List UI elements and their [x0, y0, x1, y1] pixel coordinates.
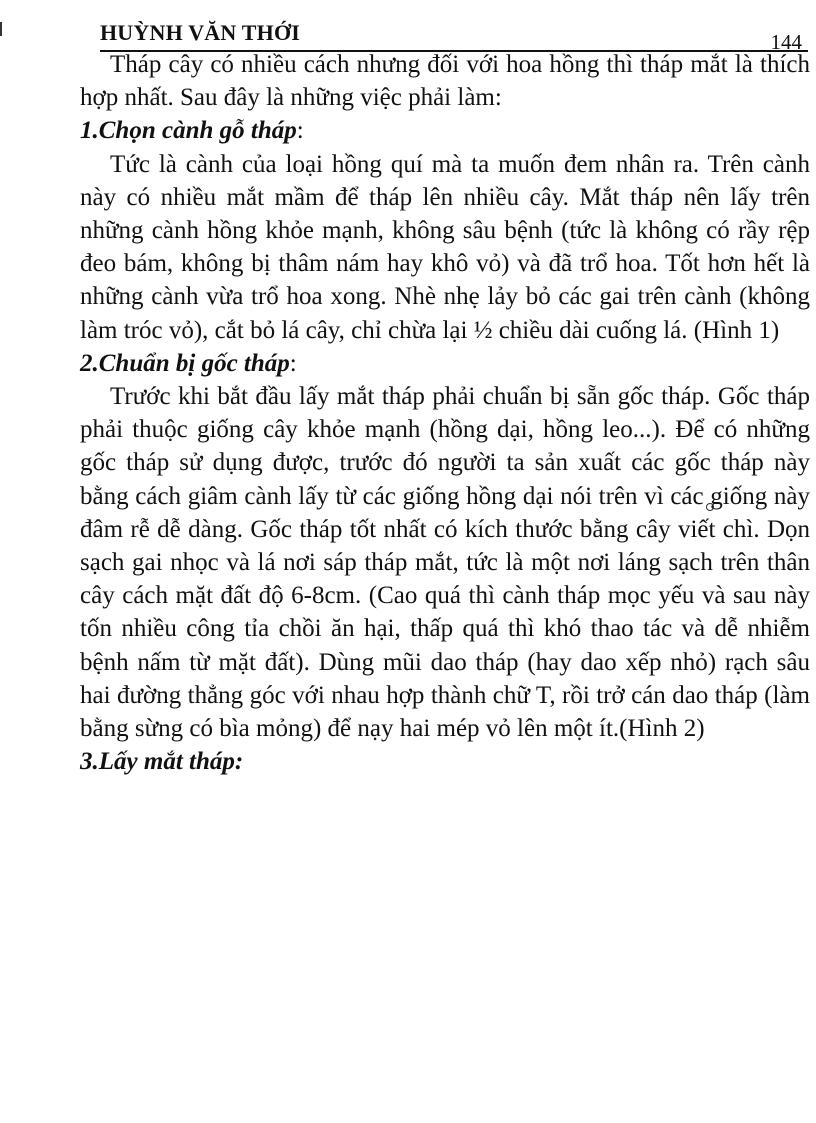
scan-edge-mark: [0, 22, 8, 36]
heading-section-1: [80, 114, 810, 147]
heading-section-1-colon: :: [296, 117, 304, 145]
heading-section-2-text: 2.Chuẩn bị gốc tháp: [80, 349, 290, 377]
paragraph-intro: Tháp cây có nhiều cách nhưng đối với hoa hồng thì tháp mắt là thích hợp nhất. Sau đây là những việc phải làm:: [80, 51, 810, 112]
paragraph-section-2: Trước khi bắt đầu lấy mắt tháp phải chuẩn bị sẵn gốc tháp. Gốc tháp phải thuộc giống cây khỏe mạnh (hồng dại, hồng leo...). Để có những gốc tháp sử dụng được, trước đó người ta sản xuất các gốc tháp này bằng cách giâm cành lấy từ các giống hồng dại nói trên vì các giống này đâm rễ dễ dàng. Gốc tháp tốt nhất có kích thước bằng cây viết chì. Dọn sạch gai nhọc và lá nơi sáp tháp mắt, tức là một nơi láng sạch trên thân cây cách mặt đất độ 6-8cm. (Cao quá thì cành tháp mọc yếu và sau này tốn nhiều công tỉa chồi ăn hại, thấp quá thì khó thao tác và dễ nhiễm bệnh nấm từ mặt đất). Dùng mũi dao tháp (hay dao xếp nhỏ) rạch sâu hai đường thẳng góc với nhau hợp thành chữ T, rồi trở cán dao tháp (làm bằng sừng có bìa mỏng) để nạy hai mép vỏ lên một ít.(Hình 2): [80, 383, 810, 743]
page-body: [80, 48, 810, 778]
running-header: [100, 18, 808, 52]
heading-section-3: 3.Lấy mắt tháp:: [80, 748, 244, 776]
heading-section-2-colon: :: [289, 349, 297, 377]
paragraph-section-1: Tức là cành của loại hồng quí mà ta muốn đem nhân ra. Trên cành này có nhiều mắt mầm để tháp lên nhiều cây. Mắt tháp nên lấy trên những cành hồng khỏe mạnh, không sâu bệnh (tức là không có rầy rệp đeo bám, không bị thâm nám hay khô vỏ) và đã trổ hoa. Tốt hơn hết là những cành vừa trổ hoa xong. Nhè nhẹ lảy bỏ các gai trên cành (không làm tróc vỏ), cắt bỏ lá cây, chỉ chừa lại ½ chiều dài cuống lá. (Hình 1): [80, 150, 810, 344]
heading-section-2: [80, 347, 810, 380]
page-number: 144: [770, 30, 802, 54]
author-name: HUỲNH VĂN THỚI: [100, 20, 301, 45]
scan-speck: [706, 503, 714, 511]
heading-section-1-text: 1.Chọn cành gỗ tháp: [80, 117, 297, 145]
